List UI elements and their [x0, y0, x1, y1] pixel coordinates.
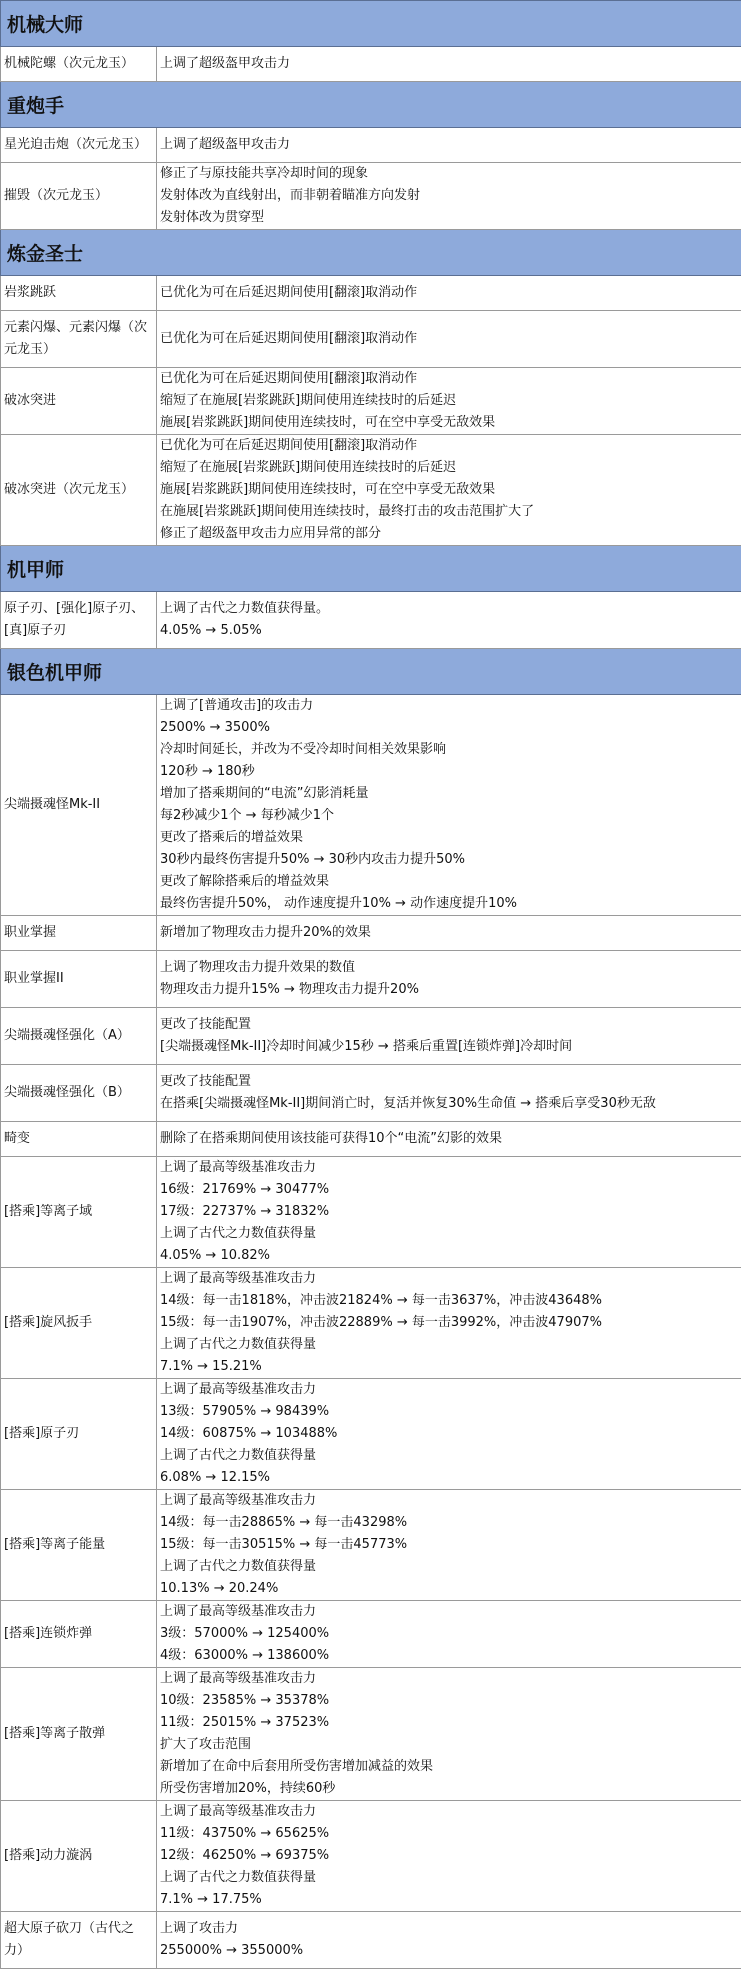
- change-line: 10级：23585% → 35378%: [160, 1690, 738, 1712]
- table-row: [1, 128, 741, 163]
- change-line: 上调了最高等级基准攻击力: [160, 1601, 738, 1623]
- change-description: [157, 1668, 741, 1801]
- change-description: [157, 1379, 741, 1490]
- table-row: [1, 311, 741, 368]
- change-description: [157, 1601, 741, 1668]
- change-description: [157, 1912, 741, 1969]
- change-description: [157, 163, 741, 230]
- section-header: [1, 82, 741, 128]
- table-row: [1, 1490, 741, 1601]
- skill-name: 机械陀螺（次元龙玉）: [1, 47, 157, 82]
- change-line: 13级：57905% → 98439%: [160, 1401, 738, 1423]
- skill-name: 元素闪爆、元素闪爆（次元龙玉）: [1, 311, 157, 368]
- change-line: 已优化为可在后延迟期间使用[翻滚]取消动作: [160, 282, 738, 304]
- change-line: 缩短了在施展[岩浆跳跃]期间使用连续技时的后延迟: [160, 457, 738, 479]
- skill-name: [搭乘]等离子域: [1, 1157, 157, 1268]
- change-line: 上调了古代之力数值获得量: [160, 1334, 738, 1356]
- change-line: 4级：63000% → 138600%: [160, 1645, 738, 1667]
- change-line: 最终伤害提升50%， 动作速度提升10% → 动作速度提升10%: [160, 893, 738, 915]
- change-description: [157, 368, 741, 435]
- change-line: 12级：46250% → 69375%: [160, 1845, 738, 1867]
- table-row: [1, 951, 741, 1008]
- skill-name: 原子刃、[强化]原子刃、[真]原子刃: [1, 592, 157, 649]
- change-line: 上调了古代之力数值获得量: [160, 1556, 738, 1578]
- table-row: [1, 916, 741, 951]
- change-line: 255000% → 355000%: [160, 1940, 738, 1962]
- change-line: 已优化为可在后延迟期间使用[翻滚]取消动作: [160, 435, 738, 457]
- change-line: 新增加了在命中后套用所受伤害增加减益的效果: [160, 1756, 738, 1778]
- table-row: [1, 1601, 741, 1668]
- change-description: [157, 1801, 741, 1912]
- change-line: 2500% → 3500%: [160, 717, 738, 739]
- table-row: [1, 276, 741, 311]
- change-line: 新增加了物理攻击力提升20%的效果: [160, 922, 738, 944]
- change-line: 上调了古代之力数值获得量: [160, 1867, 738, 1889]
- change-line: 14级：60875% → 103488%: [160, 1423, 738, 1445]
- change-line: 上调了最高等级基准攻击力: [160, 1268, 738, 1290]
- change-description: [157, 916, 741, 951]
- skill-name: 岩浆跳跃: [1, 276, 157, 311]
- change-line: 上调了超级盔甲攻击力: [160, 53, 738, 75]
- skill-name: [搭乘]连锁炸弹: [1, 1601, 157, 1668]
- skill-name: 破冰突进: [1, 368, 157, 435]
- change-line: 17级：22737% → 31832%: [160, 1201, 738, 1223]
- section-header: [1, 230, 741, 276]
- section-title: 机甲师: [1, 546, 741, 592]
- table-row: [1, 1268, 741, 1379]
- section-title: 炼金圣士: [1, 230, 741, 276]
- change-line: 更改了搭乘后的增益效果: [160, 827, 738, 849]
- change-line: 更改了技能配置: [160, 1071, 738, 1093]
- change-line: 上调了最高等级基准攻击力: [160, 1801, 738, 1823]
- table-row: [1, 47, 741, 82]
- skill-name: 尖端摄魂怪强化（A）: [1, 1008, 157, 1065]
- section-header: [1, 649, 741, 695]
- table-row: [1, 163, 741, 230]
- change-line: 6.08% → 12.15%: [160, 1467, 738, 1489]
- change-line: 每2秒减少1个 → 每秒减少1个: [160, 805, 738, 827]
- change-description: [157, 276, 741, 311]
- change-line: 缩短了在施展[岩浆跳跃]期间使用连续技时的后延迟: [160, 390, 738, 412]
- table-row: [1, 1157, 741, 1268]
- table-row: [1, 592, 741, 649]
- change-line: 14级：每一击28865% → 每一击43298%: [160, 1512, 738, 1534]
- change-line: 14级：每一击1818%，冲击波21824% → 每一击3637%，冲击波43648%: [160, 1290, 738, 1312]
- change-description: [157, 47, 741, 82]
- change-line: 30秒内最终伤害提升50% → 30秒内攻击力提升50%: [160, 849, 738, 871]
- change-line: 发射体改为贯穿型: [160, 207, 738, 229]
- table-row: [1, 695, 741, 916]
- change-description: [157, 951, 741, 1008]
- change-line: 上调了最高等级基准攻击力: [160, 1668, 738, 1690]
- change-description: [157, 1122, 741, 1157]
- change-description: [157, 128, 741, 163]
- change-line: 上调了物理攻击力提升效果的数值: [160, 957, 738, 979]
- skill-name: 尖端摄魂怪Mk-II: [1, 695, 157, 916]
- skill-name: 星光迫击炮（次元龙玉）: [1, 128, 157, 163]
- skill-name: [搭乘]等离子散弹: [1, 1668, 157, 1801]
- change-line: 7.1% → 17.75%: [160, 1889, 738, 1911]
- change-line: 在施展[岩浆跳跃]期间使用连续技时，最终打击的攻击范围扩大了: [160, 501, 738, 523]
- change-line: 施展[岩浆跳跃]期间使用连续技时，可在空中享受无敌效果: [160, 479, 738, 501]
- table-row: [1, 1668, 741, 1801]
- change-line: 3级：57000% → 125400%: [160, 1623, 738, 1645]
- change-line: 物理攻击力提升15% → 物理攻击力提升20%: [160, 979, 738, 1001]
- change-line: 上调了古代之力数值获得量: [160, 1445, 738, 1467]
- change-line: 上调了超级盔甲攻击力: [160, 134, 738, 156]
- change-line: 更改了技能配置: [160, 1014, 738, 1036]
- skill-name: [搭乘]动力漩涡: [1, 1801, 157, 1912]
- change-line: 上调了攻击力: [160, 1918, 738, 1940]
- section-title: 机械大师: [1, 1, 741, 47]
- change-line: 上调了古代之力数值获得量。: [160, 598, 738, 620]
- change-line: 15级：每一击1907%，冲击波22889% → 每一击3992%，冲击波47907%: [160, 1312, 738, 1334]
- skill-name: [搭乘]等离子能量: [1, 1490, 157, 1601]
- change-line: 在搭乘[尖端摄魂怪Mk-II]期间消亡时，复活并恢复30%生命值 → 搭乘后享受30秒无敌: [160, 1093, 738, 1115]
- change-line: 发射体改为直线射出，而非朝着瞄准方向发射: [160, 185, 738, 207]
- table-row: [1, 435, 741, 546]
- change-line: 施展[岩浆跳跃]期间使用连续技时，可在空中享受无敌效果: [160, 412, 738, 434]
- skill-name: 职业掌握II: [1, 951, 157, 1008]
- table-row: [1, 1912, 741, 1969]
- table-row: [1, 1379, 741, 1490]
- change-line: 已优化为可在后延迟期间使用[翻滚]取消动作: [160, 328, 738, 350]
- change-line: 16级：21769% → 30477%: [160, 1179, 738, 1201]
- section-header: [1, 546, 741, 592]
- change-description: [157, 1268, 741, 1379]
- change-line: 冷却时间延长，并改为不受冷却时间相关效果影响: [160, 739, 738, 761]
- table-row: [1, 1065, 741, 1122]
- change-description: [157, 592, 741, 649]
- change-line: 上调了最高等级基准攻击力: [160, 1490, 738, 1512]
- change-description: [157, 1065, 741, 1122]
- change-line: 修正了与原技能共享冷却时间的现象: [160, 163, 738, 185]
- change-line: 4.05% → 5.05%: [160, 620, 738, 642]
- patch-notes-body: [1, 1, 741, 1969]
- skill-name: 破冰突进（次元龙玉）: [1, 435, 157, 546]
- change-description: [157, 695, 741, 916]
- change-line: 更改了解除搭乘后的增益效果: [160, 871, 738, 893]
- skill-name: 畸变: [1, 1122, 157, 1157]
- change-description: [157, 1157, 741, 1268]
- change-description: [157, 311, 741, 368]
- section-title: 银色机甲师: [1, 649, 741, 695]
- change-line: 所受伤害增加20%，持续60秒: [160, 1778, 738, 1800]
- change-line: 15级：每一击30515% → 每一击45773%: [160, 1534, 738, 1556]
- change-line: 11级：25015% → 37523%: [160, 1712, 738, 1734]
- change-line: 120秒 → 180秒: [160, 761, 738, 783]
- section-header: [1, 1, 741, 47]
- skill-name: [搭乘]旋风扳手: [1, 1268, 157, 1379]
- table-row: [1, 1801, 741, 1912]
- change-line: 4.05% → 10.82%: [160, 1245, 738, 1267]
- change-line: 已优化为可在后延迟期间使用[翻滚]取消动作: [160, 368, 738, 390]
- change-line: 上调了[普通攻击]的攻击力: [160, 695, 738, 717]
- change-line: 11级：43750% → 65625%: [160, 1823, 738, 1845]
- skill-name: 职业掌握: [1, 916, 157, 951]
- change-line: 上调了最高等级基准攻击力: [160, 1379, 738, 1401]
- change-line: 删除了在搭乘期间使用该技能可获得10个“电流”幻影的效果: [160, 1128, 738, 1150]
- table-row: [1, 1122, 741, 1157]
- skill-name: 超大原子砍刀（古代之力）: [1, 1912, 157, 1969]
- change-line: 增加了搭乘期间的“电流”幻影消耗量: [160, 783, 738, 805]
- change-description: [157, 1008, 741, 1065]
- change-description: [157, 435, 741, 546]
- change-line: 扩大了攻击范围: [160, 1734, 738, 1756]
- change-description: [157, 1490, 741, 1601]
- change-line: 10.13% → 20.24%: [160, 1578, 738, 1600]
- change-line: 修正了超级盔甲攻击力应用异常的部分: [160, 523, 738, 545]
- table-row: [1, 368, 741, 435]
- skill-name: 摧毁（次元龙玉）: [1, 163, 157, 230]
- change-line: 上调了古代之力数值获得量: [160, 1223, 738, 1245]
- table-row: [1, 1008, 741, 1065]
- section-title: 重炮手: [1, 82, 741, 128]
- change-line: [尖端摄魂怪Mk-II]冷却时间减少15秒 → 搭乘后重置[连锁炸弹]冷却时间: [160, 1036, 738, 1058]
- change-line: 7.1% → 15.21%: [160, 1356, 738, 1378]
- skill-name: 尖端摄魂怪强化（B）: [1, 1065, 157, 1122]
- skill-name: [搭乘]原子刃: [1, 1379, 157, 1490]
- change-line: 上调了最高等级基准攻击力: [160, 1157, 738, 1179]
